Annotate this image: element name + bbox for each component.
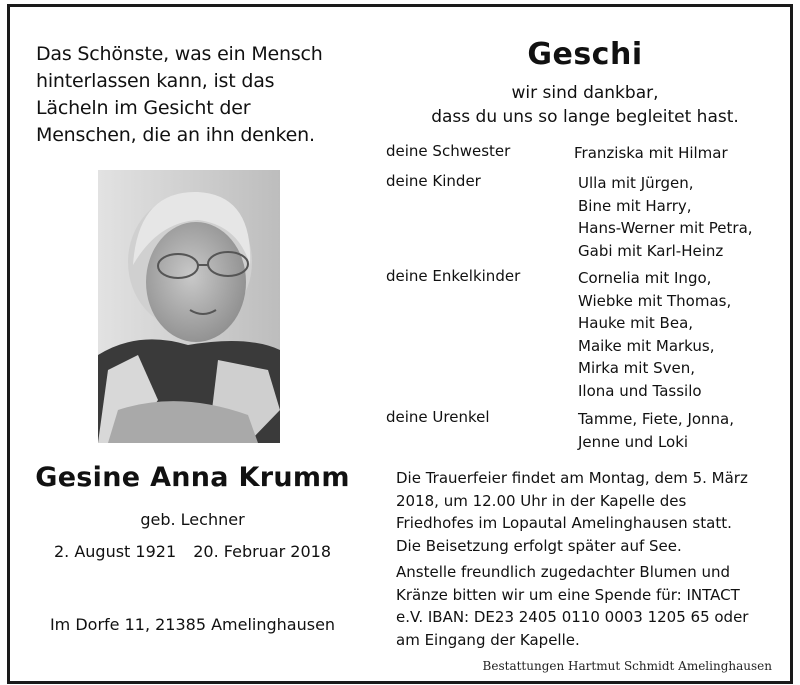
family-member: Jenne und Loki xyxy=(578,432,689,451)
thanks-line: wir sind dankbar, xyxy=(511,83,659,103)
thanks-message xyxy=(390,81,780,129)
service-line: Die Trauerfeier findet am Montag, dem 5. März xyxy=(396,469,748,487)
donation-line: Kränze bitten wir um eine Spende für: INTACT xyxy=(396,585,740,604)
family-group-names xyxy=(578,267,731,402)
family-member: Mirka mit Sven, xyxy=(578,359,695,377)
service-line: Die Beisetzung erfolgt später auf See. xyxy=(396,536,682,555)
service-line: Friedhofes im Lopautal Amelinghausen statt. xyxy=(396,514,732,532)
family-group-label: deine Urenkel xyxy=(386,408,490,426)
family-member: Gabi mit Karl-Heinz xyxy=(578,241,724,260)
obituary-notice xyxy=(7,4,793,684)
donation-line: am Eingang der Kapelle. xyxy=(396,630,580,649)
family-member: Tamme, Fiete, Jonna, xyxy=(578,410,735,428)
family-member: Hauke mit Bea, xyxy=(578,314,694,332)
family-group-label: deine Kinder xyxy=(386,172,481,190)
donation-line: e.V. IBAN: DE23 2405 0110 0003 1205 65 oder xyxy=(396,608,749,626)
family-member: Franziska mit Hilmar xyxy=(574,144,728,162)
family-member: Hans-Werner mit Petra, xyxy=(578,219,753,237)
quote-line: Lächeln im Gesicht der xyxy=(36,97,251,119)
quote-line: hinterlassen kann, ist das xyxy=(36,70,275,92)
family-group-label: deine Schwester xyxy=(386,142,511,160)
donation-line: Anstelle freundlich zugedachter Blumen und xyxy=(396,563,731,581)
family-member: Ilona und Tassilo xyxy=(578,381,702,400)
funeral-service-info xyxy=(396,467,776,651)
family-member: Wiebke mit Thomas, xyxy=(578,291,732,310)
quote-line: Das Schönste, was ein Mensch xyxy=(36,43,323,65)
birth-name: geb. Lechner xyxy=(140,510,245,529)
family-group-names xyxy=(578,172,753,262)
memorial-quote xyxy=(36,41,356,149)
service-line: 2018, um 12.00 Uhr in der Kapelle des xyxy=(396,491,687,510)
undertaker-credit: Bestattungen Hartmut Schmidt Amelinghausen xyxy=(482,659,772,673)
portrait-photo xyxy=(98,170,280,443)
life-dates xyxy=(30,542,355,561)
thanks-line: dass du uns so lange begleitet hast. xyxy=(431,107,739,127)
family-group-label: deine Enkelkinder xyxy=(386,267,521,285)
nickname-heading: Geschi xyxy=(527,37,643,72)
family-member: Maike mit Markus, xyxy=(578,336,715,355)
family-member: Bine mit Harry, xyxy=(578,196,692,215)
quote-line: Menschen, die an ihn denken. xyxy=(36,124,315,146)
address: Im Dorfe 11, 21385 Amelinghausen xyxy=(49,615,336,634)
family-group-names xyxy=(578,408,734,453)
family-member: Cornelia mit Ingo, xyxy=(578,269,712,287)
family-group-names xyxy=(574,142,728,165)
deceased-name: Gesine Anna Krumm xyxy=(35,462,350,493)
birth-date: 2. August 1921 xyxy=(53,542,177,561)
death-date: 20. Februar 2018 xyxy=(193,542,331,561)
family-member: Ulla mit Jürgen, xyxy=(578,174,694,192)
